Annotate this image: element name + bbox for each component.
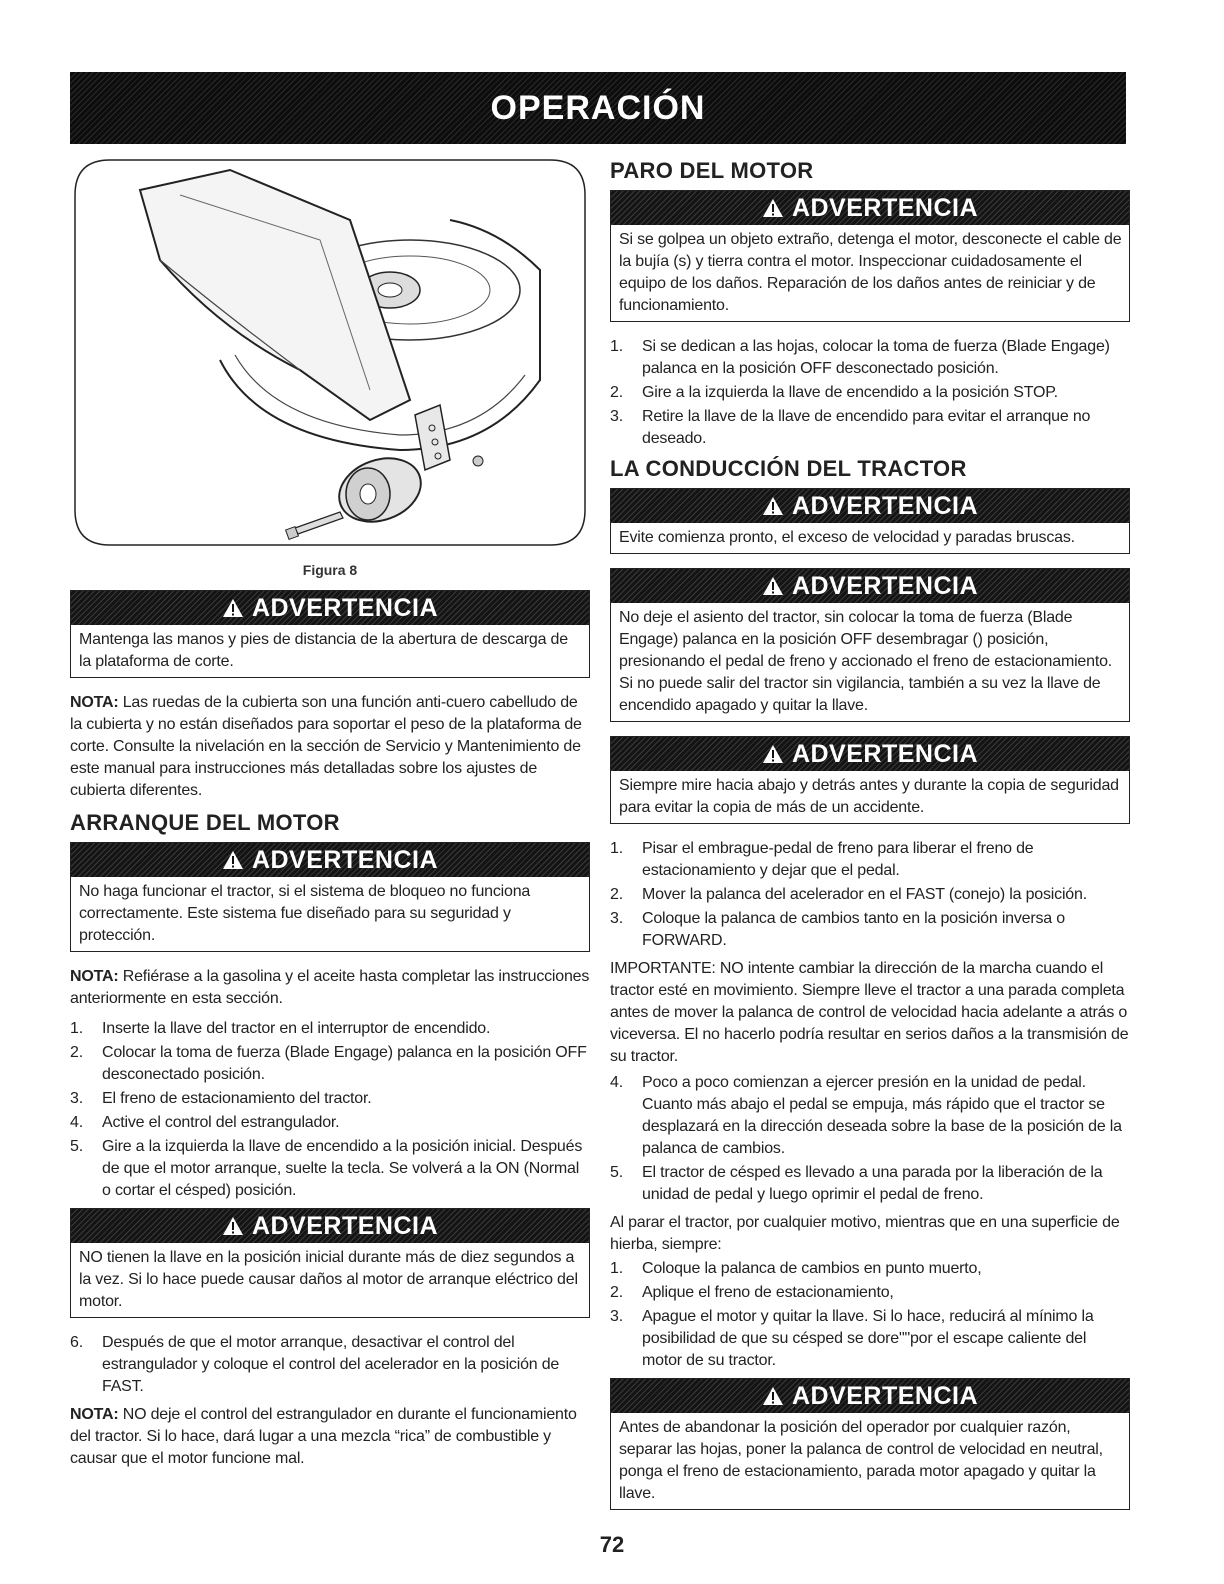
nota-label: NOTA:	[70, 694, 119, 711]
warning-title: ADVERTENCIA	[791, 193, 979, 222]
step-text: Gire a la izquierda la llave de encendido a la posición inicial. Después de que el motor arranque, suelte la tecla. Se volverá a la ON (Normal o cortar el césped) posición.	[102, 1138, 583, 1199]
nota-text: NO deje el control del estrangulador en durante el funcionamiento del tractor. Si lo hace, dará lugar a una mezcla “rica” de combustible y causar que el motor funcione mal.	[70, 1406, 577, 1467]
step-number: 1.	[610, 1260, 623, 1277]
warning-box-starter	[70, 1208, 590, 1318]
stopping-steps-list	[610, 1258, 1130, 1372]
step-text: Gire a la izquierda la llave de encendido a la posición STOP.	[642, 384, 1058, 401]
step-text: Pisar el embrague-pedal de freno para liberar el freno de estacionamiento y dejar que el pedal.	[642, 840, 1034, 879]
warning-header	[611, 489, 1129, 523]
list-item	[610, 382, 1130, 404]
warning-title: ADVERTENCIA	[791, 571, 979, 600]
figure-8-illustration	[70, 150, 590, 578]
list-item	[70, 1112, 590, 1134]
warning-title: ADVERTENCIA	[791, 739, 979, 768]
step-number: 2.	[610, 1284, 623, 1301]
warning-triangle-icon	[762, 744, 784, 764]
step-number: 1.	[610, 840, 623, 857]
step-text: El freno de estacionamiento del tractor.	[102, 1090, 372, 1107]
step-number: 4.	[70, 1114, 83, 1131]
list-item	[70, 1042, 590, 1086]
warning-text: No deje el asiento del tractor, sin colocar la toma de fuerza (Blade Engage) palanca en la posición OFF desembragar () posición, presionando el pedal de freno y accionado el freno de estacionamiento. Si no puede salir del tractor sin vigilancia, también a su vez la llave de encendido apagado y quitar la llave.	[619, 609, 1113, 714]
warning-triangle-icon	[222, 598, 244, 618]
warning-text: Siempre mire hacia abajo y detrás antes y durante la copia de seguridad para evitar la copia de más de un accidente.	[619, 777, 1119, 816]
page-number: 72	[599, 1532, 625, 1557]
warning-triangle-icon	[762, 496, 784, 516]
step-number: 6.	[70, 1334, 83, 1351]
step-number: 3.	[610, 1308, 623, 1325]
list-item	[70, 1332, 590, 1398]
warning-title: ADVERTENCIA	[791, 1381, 979, 1410]
step-text: Coloque la palanca de cambios tanto en la posición inversa o FORWARD.	[642, 910, 1065, 949]
step-number: 3.	[70, 1090, 83, 1107]
step-text: Retire la llave de la llave de encendido para evitar el arranque no deseado.	[642, 408, 1091, 447]
warning-title: ADVERTENCIA	[251, 845, 439, 874]
step-number: 1.	[610, 338, 623, 355]
warning-box-leaving-operator	[610, 1378, 1130, 1510]
warning-box-speed	[610, 488, 1130, 554]
warning-text: NO tienen la llave en la posición inicial durante más de diez segundos a la vez. Si lo hace puede causar daños al motor de arranque eléctrico del motor.	[79, 1249, 578, 1310]
figure-caption: Figura 8	[302, 562, 358, 578]
drive-steps-list	[610, 838, 1130, 952]
warning-title: ADVERTENCIA	[251, 593, 439, 622]
warning-triangle-icon	[222, 850, 244, 870]
page-title: OPERACIÓN	[490, 88, 706, 127]
list-item	[610, 838, 1130, 882]
warning-text: Evite comienza pronto, el exceso de velocidad y paradas bruscas.	[619, 529, 1075, 546]
step-number: 3.	[610, 408, 623, 425]
deck-wheel-illustration	[70, 150, 590, 550]
start-steps-list	[70, 1018, 590, 1202]
warning-triangle-icon	[762, 576, 784, 596]
step-number: 3.	[610, 910, 623, 927]
warning-triangle-icon	[762, 1386, 784, 1406]
step-text: Coloque la palanca de cambios en punto muerto,	[642, 1260, 982, 1277]
list-item	[610, 1162, 1130, 1206]
warning-box-interlock	[70, 842, 590, 952]
warning-box-foreign-object	[610, 190, 1130, 322]
section-heading-paro: PARO DEL MOTOR	[610, 158, 814, 183]
left-column	[70, 150, 590, 1478]
warning-triangle-icon	[222, 1216, 244, 1236]
warning-box-reversing	[610, 736, 1130, 824]
nota-choke	[70, 1404, 590, 1470]
step-text: Después de que el motor arranque, desactivar el control del estrangulador y coloque el control del acelerador en la posición de FAST.	[102, 1334, 560, 1395]
list-item	[610, 1072, 1130, 1160]
right-column	[610, 158, 1130, 1524]
step-number: 2.	[610, 886, 623, 903]
list-item	[610, 884, 1130, 906]
nota-text: Refiérase a la gasolina y el aceite hasta completar las instrucciones anteriormente en esta sección.	[70, 968, 590, 1007]
warning-header	[611, 569, 1129, 603]
step-text: Apague el motor y quitar la llave. Si lo hace, reducirá al mínimo la posibilidad de que su césped se dore""por el escape caliente del motor de su tractor.	[642, 1308, 1094, 1369]
start-steps-list-continued	[70, 1332, 590, 1398]
step-number: 1.	[70, 1020, 83, 1037]
nota-deck-wheels	[70, 692, 590, 802]
nota-label: NOTA:	[70, 968, 119, 985]
warning-box-hands-feet	[70, 590, 590, 678]
step-text: Active el control del estrangulador.	[102, 1114, 340, 1131]
list-item	[610, 1282, 1130, 1304]
warning-header	[71, 591, 589, 625]
step-text: Poco a poco comienzan a ejercer presión en la unidad de pedal. Cuanto más abajo el pedal se empuja, más rápido que el tractor se desplazará en la dirección deseada sobre la base de la posición de la palanca de cambios.	[642, 1074, 1122, 1157]
warning-triangle-icon	[762, 198, 784, 218]
section-heading-conduccion: LA CONDUCCIÓN DEL TRACTOR	[610, 456, 967, 481]
stopping-on-grass-paragraph: Al parar el tractor, por cualquier motivo, mientras que en una superficie de hierba, siempre:	[610, 1214, 1120, 1253]
step-text: Aplique el freno de estacionamiento,	[642, 1284, 894, 1301]
warning-text: No haga funcionar el tractor, si el sistema de bloqueo no funciona correctamente. Este sistema fue diseñado para su seguridad y protección.	[79, 883, 531, 944]
list-item	[70, 1088, 590, 1110]
nota-label: NOTA:	[70, 1406, 119, 1423]
nota-text: Las ruedas de la cubierta son una función anti-cuero cabelludo de la cubierta y no están diseñados para soportar el peso de la plataforma de corte. Consulte la nivelación en la sección de Servicio y Mantenimiento de este manual para instrucciones más detalladas sobre los ajustes de cubierta diferentes.	[70, 694, 582, 799]
stop-steps-list	[610, 336, 1130, 450]
warning-text: Mantenga las manos y pies de distancia de la abertura de descarga de la plataforma de corte.	[79, 631, 568, 670]
list-item	[70, 1136, 590, 1202]
nota-fuel-oil	[70, 966, 590, 1010]
list-item	[610, 406, 1130, 450]
step-number: 5.	[610, 1164, 623, 1181]
list-item	[610, 336, 1130, 380]
warning-header	[611, 191, 1129, 225]
list-item	[610, 1306, 1130, 1372]
list-item	[610, 908, 1130, 952]
page-title-banner	[70, 72, 1126, 144]
step-text: Si se dedican a las hojas, colocar la toma de fuerza (Blade Engage) palanca en la posición OFF desconectado posición.	[642, 338, 1110, 377]
warning-title: ADVERTENCIA	[251, 1211, 439, 1240]
step-number: 5.	[70, 1138, 83, 1155]
warning-header	[611, 737, 1129, 771]
step-text: Mover la palanca del acelerador en el FAST (conejo) la posición.	[642, 886, 1087, 903]
step-text: Colocar la toma de fuerza (Blade Engage) palanca en la posición OFF desconectado posición.	[102, 1044, 587, 1083]
warning-text: Antes de abandonar la posición del operador por cualquier razón, separar las hojas, poner la palanca de control de velocidad en neutral, ponga el freno de estacionamiento, parada motor apagado y quitar la llave.	[619, 1419, 1103, 1502]
warning-text: Si se golpea un objeto extraño, detenga el motor, desconecte el cable de la bujía (s) y tierra contra el motor. Inspeccionar cuidadosamente el equipo de los daños. Reparación de los daños antes de reiniciar y de funcionamiento.	[619, 231, 1122, 314]
warning-header	[611, 1379, 1129, 1413]
warning-title: ADVERTENCIA	[791, 491, 979, 520]
section-heading-arranque: ARRANQUE DEL MOTOR	[70, 810, 340, 835]
step-text: Inserte la llave del tractor en el interruptor de encendido.	[102, 1020, 491, 1037]
list-item	[70, 1018, 590, 1040]
warning-header	[71, 1209, 589, 1243]
step-number: 2.	[70, 1044, 83, 1061]
step-number: 4.	[610, 1074, 623, 1091]
drive-steps-list-continued	[610, 1072, 1130, 1206]
warning-box-leaving-seat	[610, 568, 1130, 722]
importante-paragraph: IMPORTANTE: NO intente cambiar la dirección de la marcha cuando el tractor esté en movimiento. Siempre lleve el tractor a una parada completa antes de mover la palanca de control de velocidad hacia adelante a atrás o viceversa. El no hacerlo podría resultar en serios daños a la transmisión de su tractor.	[610, 960, 1129, 1065]
step-number: 2.	[610, 384, 623, 401]
list-item	[610, 1258, 1130, 1280]
warning-header	[71, 843, 589, 877]
step-text: El tractor de césped es llevado a una parada por la liberación de la unidad de pedal y luego oprimir el pedal de freno.	[642, 1164, 1103, 1203]
